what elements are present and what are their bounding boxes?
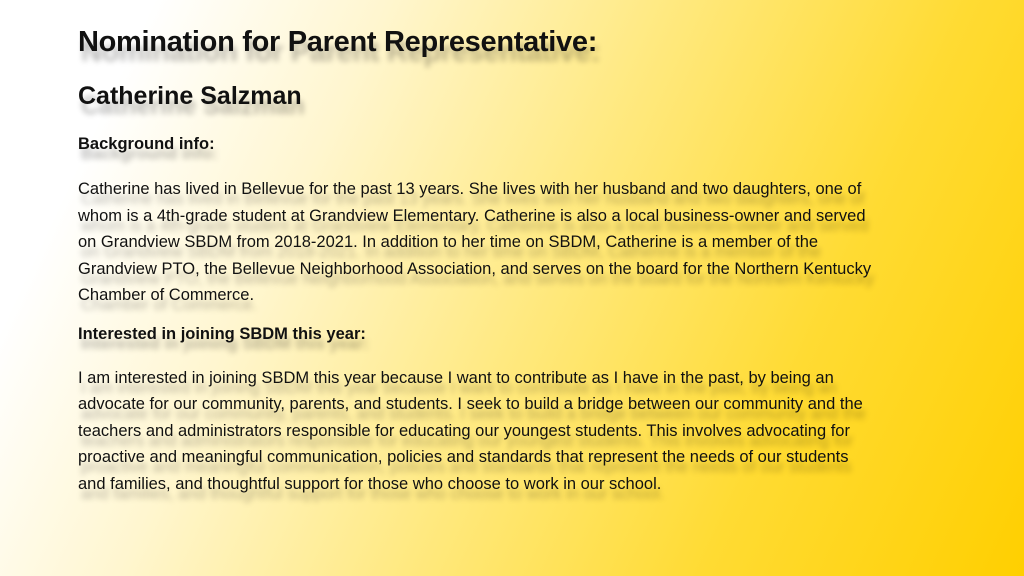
background-heading: Background info: xyxy=(78,135,215,153)
slide-title: Nomination for Parent Representative: xyxy=(78,26,598,58)
interest-heading: Interested in joining SBDM this year: xyxy=(78,324,366,343)
background-paragraph: Catherine has lived in Bellevue for the past 13 years. She lives with her husband and two daughters, one of whom is a 4th-grade student at Grandview Elementary. Catherine is also a local business-owner and served on Grandview SBDM from 2018-2021. In addition to her time on SBDM, Catherine is a member of the Grandview PTO, the Bellevue Neighborhood Association, and serves on the board for the Northern Kentucky Chamber of Commerce. xyxy=(78,180,872,304)
interest-paragraph: I am interested in joining SBDM this year because I want to contribute as I have in the past, by being an advocate for our community, parents, and students. I seek to build a bridge between our community and the teachers and administrators responsible for educating our youngest students. This involves advocating for proactive and meaningful communication, policies and standards that represent the needs of our students and families, and thoughtful support for those who choose to work in our school. xyxy=(78,368,863,493)
nominee-name: Catherine Salzman xyxy=(78,82,302,110)
slide-content xyxy=(78,24,878,497)
